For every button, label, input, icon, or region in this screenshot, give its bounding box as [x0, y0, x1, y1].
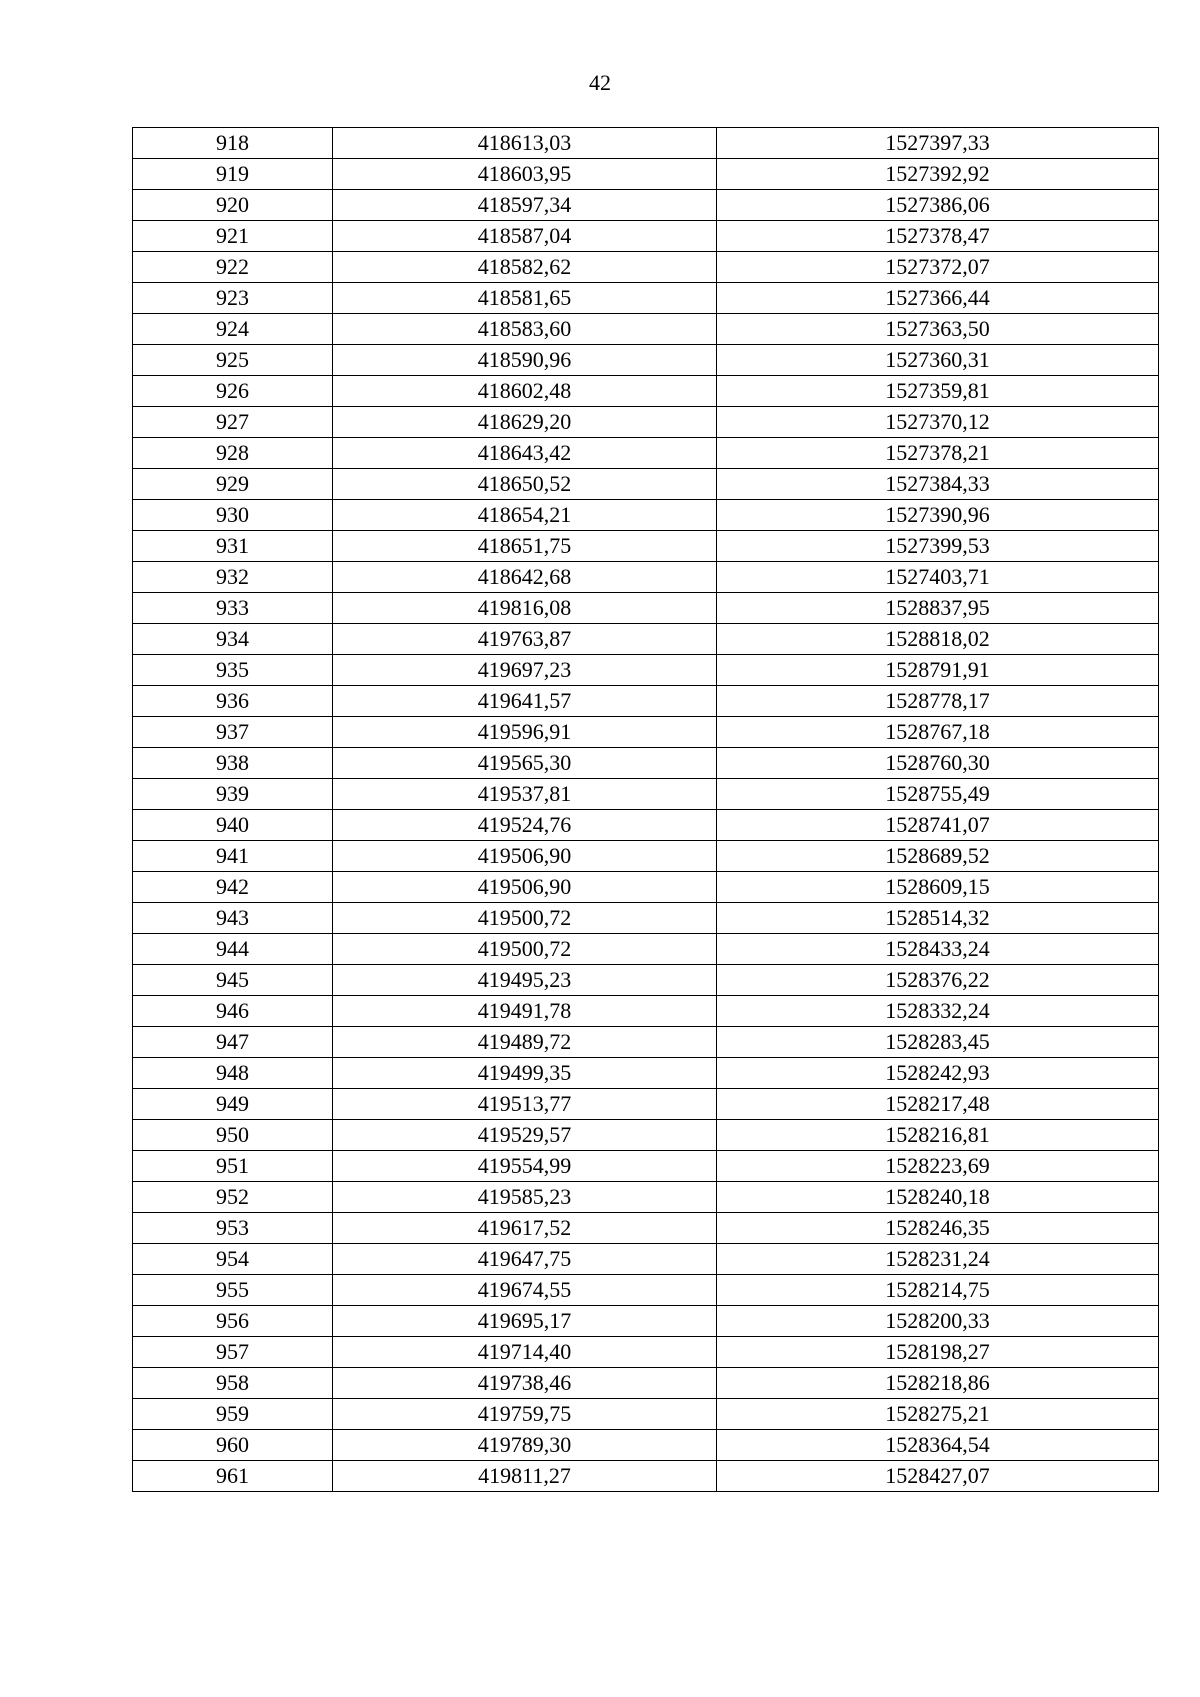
x-coordinate-cell: 419500,72 [333, 934, 717, 965]
table-row [133, 1151, 1159, 1182]
point-number-cell: 921 [133, 221, 333, 252]
x-coordinate-cell: 418643,42 [333, 438, 717, 469]
y-coordinate-cell: 1528200,33 [717, 1306, 1159, 1337]
y-coordinate-cell: 1527392,92 [717, 159, 1159, 190]
x-coordinate-cell: 419565,30 [333, 748, 717, 779]
point-number-cell: 951 [133, 1151, 333, 1182]
x-coordinate-cell: 418597,34 [333, 190, 717, 221]
x-coordinate-cell: 419811,27 [333, 1461, 717, 1492]
point-number-cell: 933 [133, 593, 333, 624]
point-number-cell: 961 [133, 1461, 333, 1492]
table-row [133, 562, 1159, 593]
y-coordinate-cell: 1528240,18 [717, 1182, 1159, 1213]
y-coordinate-cell: 1528818,02 [717, 624, 1159, 655]
table-row [133, 469, 1159, 500]
x-coordinate-cell: 419759,75 [333, 1399, 717, 1430]
point-number-cell: 942 [133, 872, 333, 903]
point-number-cell: 918 [133, 128, 333, 159]
y-coordinate-cell: 1527360,31 [717, 345, 1159, 376]
point-number-cell: 952 [133, 1182, 333, 1213]
x-coordinate-cell: 419738,46 [333, 1368, 717, 1399]
y-coordinate-cell: 1527378,47 [717, 221, 1159, 252]
x-coordinate-cell: 419537,81 [333, 779, 717, 810]
table-row [133, 128, 1159, 159]
x-coordinate-cell: 419529,57 [333, 1120, 717, 1151]
x-coordinate-cell: 418642,68 [333, 562, 717, 593]
y-coordinate-cell: 1528689,52 [717, 841, 1159, 872]
point-number-cell: 944 [133, 934, 333, 965]
point-number-cell: 928 [133, 438, 333, 469]
y-coordinate-cell: 1528214,75 [717, 1275, 1159, 1306]
table-row [133, 1213, 1159, 1244]
x-coordinate-cell: 419617,52 [333, 1213, 717, 1244]
point-number-cell: 925 [133, 345, 333, 376]
point-number-cell: 957 [133, 1337, 333, 1368]
table-row [133, 655, 1159, 686]
point-number-cell: 956 [133, 1306, 333, 1337]
x-coordinate-cell: 419763,87 [333, 624, 717, 655]
y-coordinate-cell: 1527378,21 [717, 438, 1159, 469]
y-coordinate-cell: 1528217,48 [717, 1089, 1159, 1120]
point-number-cell: 932 [133, 562, 333, 593]
y-coordinate-cell: 1527397,33 [717, 128, 1159, 159]
point-number-cell: 926 [133, 376, 333, 407]
x-coordinate-cell: 418613,03 [333, 128, 717, 159]
point-number-cell: 945 [133, 965, 333, 996]
y-coordinate-cell: 1528791,91 [717, 655, 1159, 686]
y-coordinate-cell: 1528755,49 [717, 779, 1159, 810]
x-coordinate-cell: 419585,23 [333, 1182, 717, 1213]
point-number-cell: 940 [133, 810, 333, 841]
table-row [133, 1368, 1159, 1399]
point-number-cell: 959 [133, 1399, 333, 1430]
point-number-cell: 947 [133, 1027, 333, 1058]
point-number-cell: 960 [133, 1430, 333, 1461]
point-number-cell: 939 [133, 779, 333, 810]
table-row [133, 159, 1159, 190]
x-coordinate-cell: 418603,95 [333, 159, 717, 190]
table-row [133, 376, 1159, 407]
point-number-cell: 954 [133, 1244, 333, 1275]
y-coordinate-cell: 1528767,18 [717, 717, 1159, 748]
table-row [133, 872, 1159, 903]
point-number-cell: 938 [133, 748, 333, 779]
table-row [133, 965, 1159, 996]
y-coordinate-cell: 1528609,15 [717, 872, 1159, 903]
x-coordinate-cell: 419491,78 [333, 996, 717, 1027]
table-row [133, 1244, 1159, 1275]
y-coordinate-cell: 1528778,17 [717, 686, 1159, 717]
y-coordinate-cell: 1528427,07 [717, 1461, 1159, 1492]
y-coordinate-cell: 1528231,24 [717, 1244, 1159, 1275]
table-row [133, 345, 1159, 376]
y-coordinate-cell: 1528246,35 [717, 1213, 1159, 1244]
y-coordinate-cell: 1527403,71 [717, 562, 1159, 593]
coordinates-table [132, 127, 1159, 1492]
table-row [133, 407, 1159, 438]
point-number-cell: 929 [133, 469, 333, 500]
point-number-cell: 949 [133, 1089, 333, 1120]
x-coordinate-cell: 419506,90 [333, 872, 717, 903]
x-coordinate-cell: 419506,90 [333, 841, 717, 872]
point-number-cell: 953 [133, 1213, 333, 1244]
point-number-cell: 950 [133, 1120, 333, 1151]
x-coordinate-cell: 419714,40 [333, 1337, 717, 1368]
y-coordinate-cell: 1527366,44 [717, 283, 1159, 314]
table-row [133, 593, 1159, 624]
y-coordinate-cell: 1528376,22 [717, 965, 1159, 996]
table-row [133, 1089, 1159, 1120]
table-row [133, 190, 1159, 221]
x-coordinate-cell: 419816,08 [333, 593, 717, 624]
table-row [133, 1461, 1159, 1492]
table-row [133, 314, 1159, 345]
y-coordinate-cell: 1528741,07 [717, 810, 1159, 841]
point-number-cell: 941 [133, 841, 333, 872]
x-coordinate-cell: 419641,57 [333, 686, 717, 717]
table-row [133, 438, 1159, 469]
point-number-cell: 958 [133, 1368, 333, 1399]
y-coordinate-cell: 1528332,24 [717, 996, 1159, 1027]
table-row [133, 686, 1159, 717]
point-number-cell: 936 [133, 686, 333, 717]
x-coordinate-cell: 419495,23 [333, 965, 717, 996]
y-coordinate-cell: 1528433,24 [717, 934, 1159, 965]
table-row [133, 1027, 1159, 1058]
point-number-cell: 930 [133, 500, 333, 531]
point-number-cell: 943 [133, 903, 333, 934]
table-row [133, 1120, 1159, 1151]
table-row [133, 903, 1159, 934]
point-number-cell: 920 [133, 190, 333, 221]
y-coordinate-cell: 1528364,54 [717, 1430, 1159, 1461]
x-coordinate-cell: 418581,65 [333, 283, 717, 314]
y-coordinate-cell: 1527372,07 [717, 252, 1159, 283]
x-coordinate-cell: 418583,60 [333, 314, 717, 345]
point-number-cell: 931 [133, 531, 333, 562]
table-row [133, 1275, 1159, 1306]
point-number-cell: 955 [133, 1275, 333, 1306]
table-row [133, 934, 1159, 965]
x-coordinate-cell: 418602,48 [333, 376, 717, 407]
y-coordinate-cell: 1528283,45 [717, 1027, 1159, 1058]
x-coordinate-cell: 418650,52 [333, 469, 717, 500]
x-coordinate-cell: 419789,30 [333, 1430, 717, 1461]
point-number-cell: 934 [133, 624, 333, 655]
x-coordinate-cell: 418629,20 [333, 407, 717, 438]
x-coordinate-cell: 419647,75 [333, 1244, 717, 1275]
table-row [133, 1306, 1159, 1337]
y-coordinate-cell: 1528242,93 [717, 1058, 1159, 1089]
x-coordinate-cell: 419697,23 [333, 655, 717, 686]
y-coordinate-cell: 1527384,33 [717, 469, 1159, 500]
table-row [133, 500, 1159, 531]
table-row [133, 624, 1159, 655]
y-coordinate-cell: 1528218,86 [717, 1368, 1159, 1399]
y-coordinate-cell: 1527370,12 [717, 407, 1159, 438]
table-row [133, 221, 1159, 252]
x-coordinate-cell: 418651,75 [333, 531, 717, 562]
table-row [133, 1337, 1159, 1368]
x-coordinate-cell: 419489,72 [333, 1027, 717, 1058]
x-coordinate-cell: 419500,72 [333, 903, 717, 934]
point-number-cell: 922 [133, 252, 333, 283]
point-number-cell: 919 [133, 159, 333, 190]
table-row [133, 717, 1159, 748]
x-coordinate-cell: 419674,55 [333, 1275, 717, 1306]
point-number-cell: 937 [133, 717, 333, 748]
coordinates-table-body [133, 128, 1159, 1492]
point-number-cell: 935 [133, 655, 333, 686]
y-coordinate-cell: 1528223,69 [717, 1151, 1159, 1182]
point-number-cell: 927 [133, 407, 333, 438]
x-coordinate-cell: 419499,35 [333, 1058, 717, 1089]
x-coordinate-cell: 419596,91 [333, 717, 717, 748]
point-number-cell: 946 [133, 996, 333, 1027]
y-coordinate-cell: 1527359,81 [717, 376, 1159, 407]
x-coordinate-cell: 419554,99 [333, 1151, 717, 1182]
y-coordinate-cell: 1528198,27 [717, 1337, 1159, 1368]
y-coordinate-cell: 1527399,53 [717, 531, 1159, 562]
y-coordinate-cell: 1527390,96 [717, 500, 1159, 531]
x-coordinate-cell: 419695,17 [333, 1306, 717, 1337]
y-coordinate-cell: 1528760,30 [717, 748, 1159, 779]
y-coordinate-cell: 1527386,06 [717, 190, 1159, 221]
table-row [133, 1182, 1159, 1213]
x-coordinate-cell: 419513,77 [333, 1089, 717, 1120]
y-coordinate-cell: 1528216,81 [717, 1120, 1159, 1151]
x-coordinate-cell: 419524,76 [333, 810, 717, 841]
table-row [133, 748, 1159, 779]
table-row [133, 779, 1159, 810]
page-number: 42 [589, 70, 611, 95]
table-row [133, 841, 1159, 872]
table-row [133, 1058, 1159, 1089]
table-row [133, 531, 1159, 562]
y-coordinate-cell: 1528514,32 [717, 903, 1159, 934]
table-row [133, 810, 1159, 841]
x-coordinate-cell: 418654,21 [333, 500, 717, 531]
table-row [133, 1430, 1159, 1461]
point-number-cell: 924 [133, 314, 333, 345]
x-coordinate-cell: 418582,62 [333, 252, 717, 283]
table-row [133, 283, 1159, 314]
point-number-cell: 948 [133, 1058, 333, 1089]
y-coordinate-cell: 1527363,50 [717, 314, 1159, 345]
point-number-cell: 923 [133, 283, 333, 314]
y-coordinate-cell: 1528837,95 [717, 593, 1159, 624]
x-coordinate-cell: 418587,04 [333, 221, 717, 252]
table-row [133, 252, 1159, 283]
table-row [133, 996, 1159, 1027]
table-row [133, 1399, 1159, 1430]
y-coordinate-cell: 1528275,21 [717, 1399, 1159, 1430]
x-coordinate-cell: 418590,96 [333, 345, 717, 376]
